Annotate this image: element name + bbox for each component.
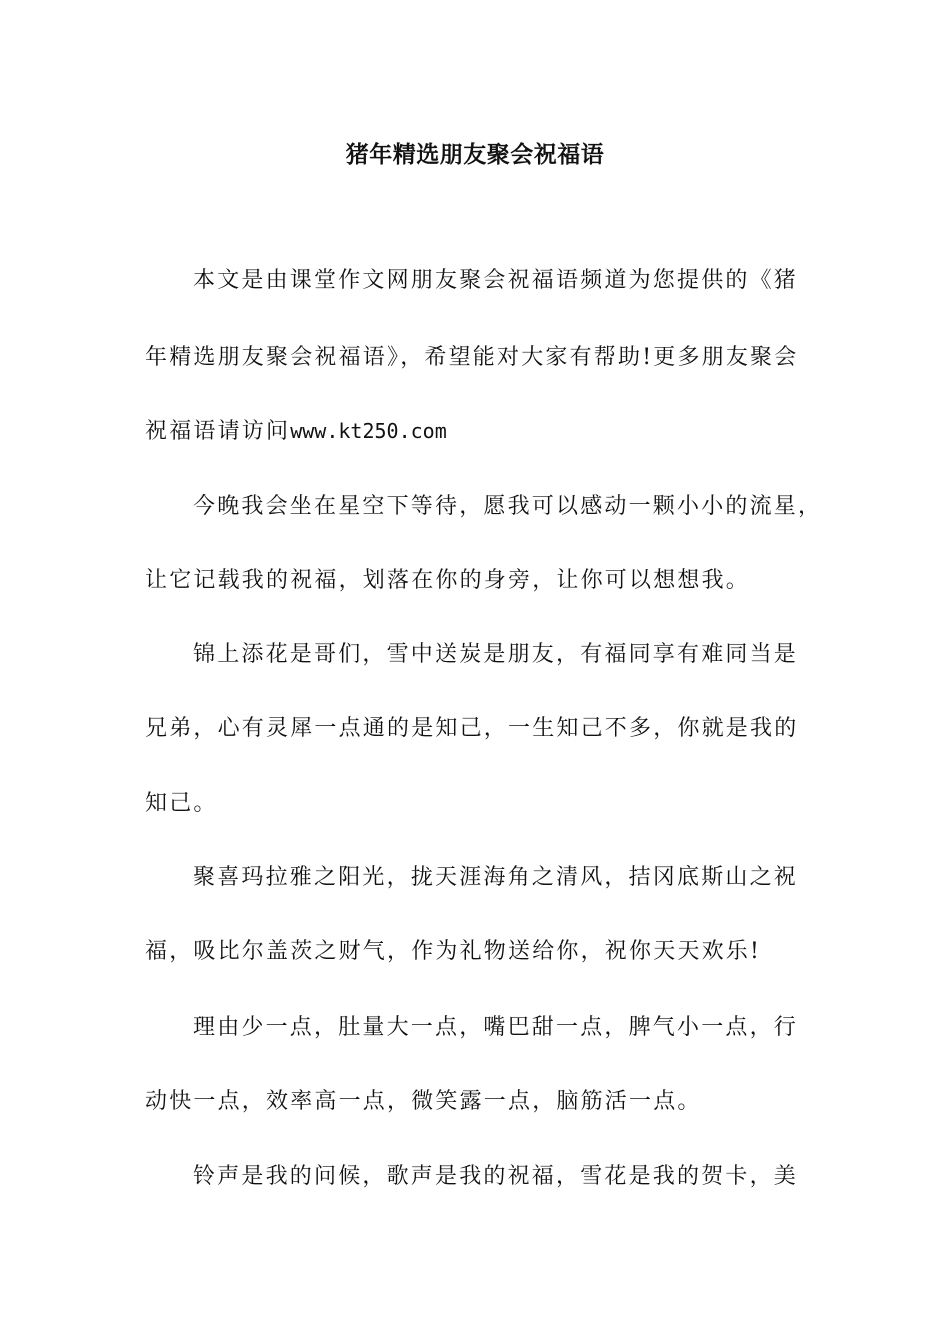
paragraph-line: 年精选朋友聚会祝福语》，希望能对大家有帮助!更多朋友聚会 bbox=[145, 345, 799, 370]
paragraph-line: 铃声是我的问候，歌声是我的祝福，雪花是我的贺卡，美 bbox=[193, 1164, 799, 1189]
paragraph-line: 知己。 bbox=[145, 791, 218, 816]
paragraph-line: 让它记载我的祝福，划落在你的身旁，让你可以想想我。 bbox=[145, 568, 751, 593]
site-url: www.kt250.com bbox=[290, 419, 447, 443]
paragraph-line-with-url bbox=[145, 414, 447, 445]
paragraph-line: 理由少一点，肚量大一点，嘴巴甜一点，脾气小一点，行 bbox=[193, 1015, 799, 1040]
paragraph-line: 动快一点，效率高一点，微笑露一点，脑筋活一点。 bbox=[145, 1089, 702, 1114]
document-title: 猪年精选朋友聚会祝福语 bbox=[345, 142, 605, 168]
paragraph-line: 本文是由课堂作文网朋友聚会祝福语频道为您提供的《猪 bbox=[193, 268, 799, 293]
paragraph-line: 聚喜玛拉雅之阳光，拢天涯海角之清风，拮冈底斯山之祝 bbox=[193, 865, 799, 890]
paragraph-text: 祝福语请访问 bbox=[145, 419, 291, 444]
paragraph-line: 兄弟，心有灵犀一点通的是知己，一生知己不多，你就是我的 bbox=[145, 716, 799, 741]
paragraph-line: 锦上添花是哥们，雪中送炭是朋友，有福同享有难同当是 bbox=[193, 642, 799, 667]
paragraph-line: 今晚我会坐在星空下等待，愿我可以感动一颗小小的流星， bbox=[193, 494, 823, 519]
paragraph-line: 福，吸比尔盖茨之财气，作为礼物送给你，祝你天天欢乐! bbox=[145, 939, 762, 964]
